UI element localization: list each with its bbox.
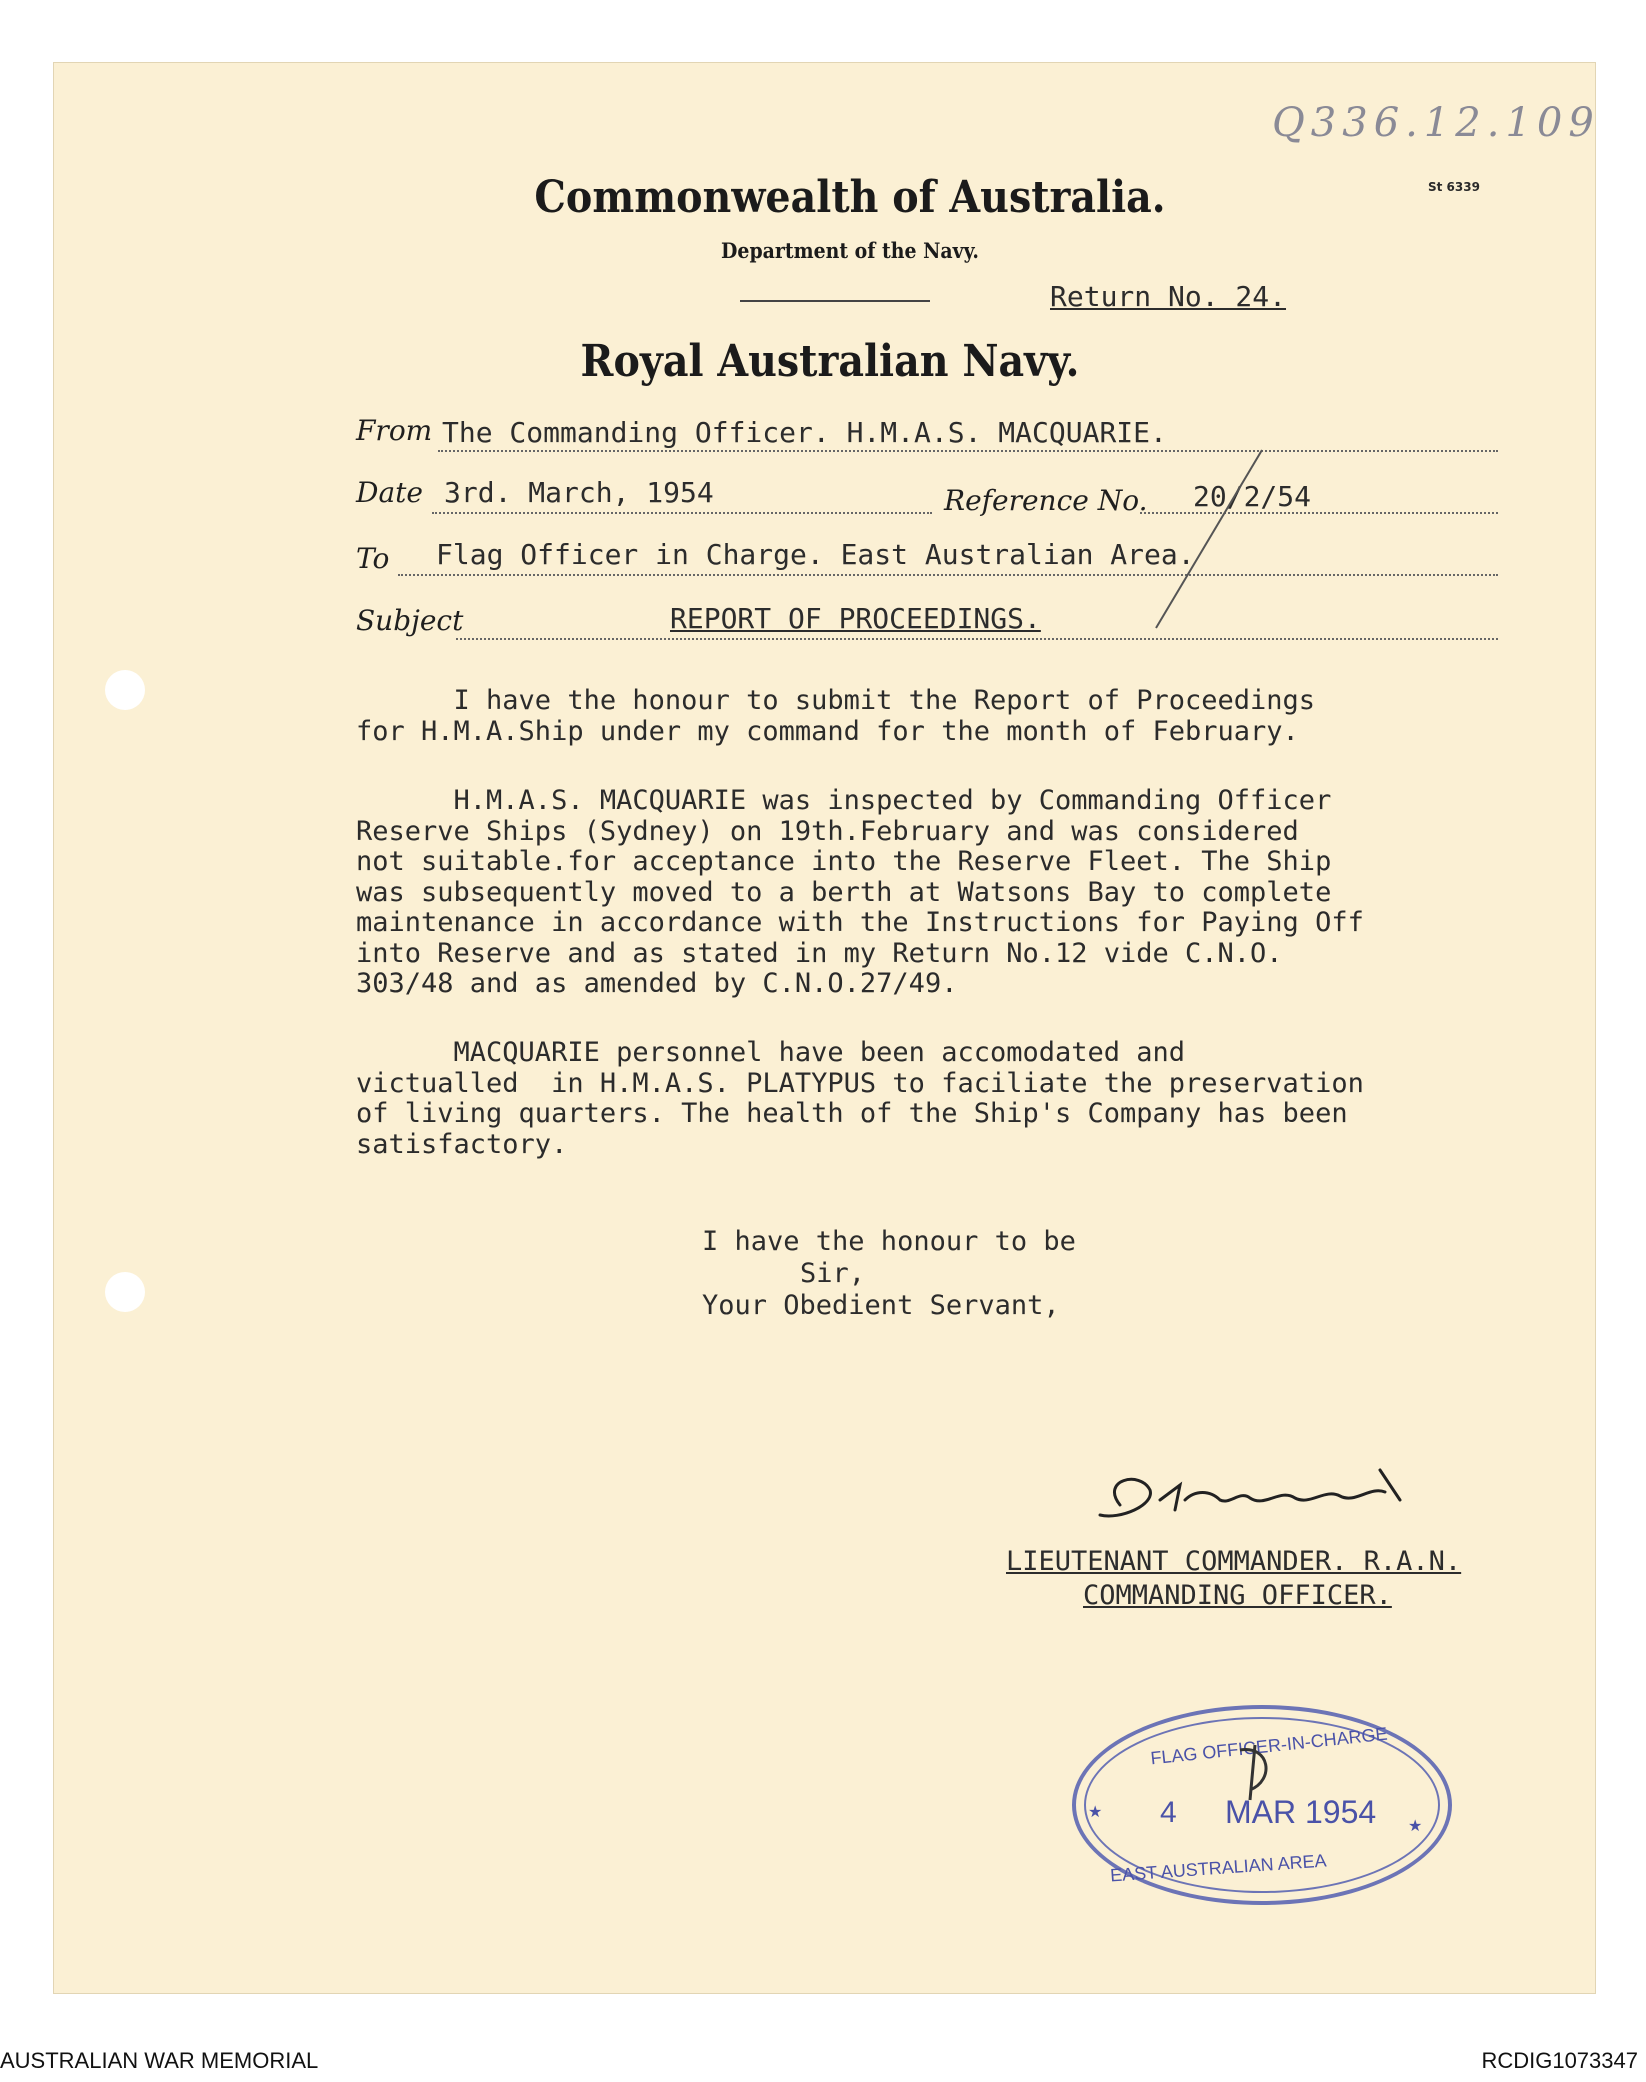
subject-dotline [456, 638, 1498, 640]
to-dotline [398, 574, 1498, 576]
from-value: The Commanding Officer. H.M.A.S. MACQUARIE. [442, 416, 1167, 449]
stamp-bottom-text: EAST AUSTRALIAN AREA [1109, 1850, 1328, 1886]
punch-hole-bottom [105, 1272, 145, 1312]
handwritten-signature [1080, 1460, 1480, 1540]
paragraph-2 [356, 786, 1364, 1000]
punch-hole-top [105, 670, 145, 710]
letterhead-title: Commonwealth of Australia. [534, 172, 1166, 223]
paragraph-2-line: was subsequently moved to a berth at Watsons Bay to complete [356, 876, 1332, 908]
service-title: Royal Australian Navy. [580, 336, 1080, 387]
date-label: Date [356, 476, 423, 509]
archive-reference: Q336.12.109 [1272, 100, 1600, 146]
stamp-initial-mark [1230, 1740, 1290, 1810]
closing-line-3: Your Obedient Servant, [702, 1290, 1060, 1321]
date-dotline [432, 512, 932, 514]
letterhead-rule [740, 300, 930, 302]
from-dotline [438, 450, 1498, 452]
footer-record-id: RCDIG1073347 [1481, 2048, 1638, 2073]
signatory-title: COMMANDING OFFICER. [1083, 1580, 1392, 1611]
signatory-rank: LIEUTENANT COMMANDER. R.A.N. [1006, 1546, 1462, 1577]
to-label: To [356, 542, 390, 575]
paragraph-1-line: I have the honour to submit the Report of Proceedings [356, 685, 1316, 716]
subject-label: Subject [356, 604, 464, 637]
pencil-annotation [1150, 446, 1270, 636]
form-number: St 6339 [1428, 180, 1480, 194]
department-name: Department of the Navy. [721, 238, 979, 263]
paragraph-2-line: 303/48 and as amended by C.N.O.27/49. [356, 968, 958, 999]
reference-label: Reference No. [944, 484, 1148, 517]
stamp-day: 4 [1160, 1796, 1177, 1829]
paragraph-1 [356, 686, 1315, 747]
paragraph-3 [356, 1038, 1364, 1160]
closing-line-2: Sir, [800, 1258, 866, 1289]
paragraph-3-line: MACQUARIE personnel have been accomodated and [356, 1037, 1186, 1068]
stamp-star-left-icon: ★ [1088, 1804, 1103, 1821]
footer-source: AUSTRALIAN WAR MEMORIAL [0, 2048, 319, 2073]
paragraph-2-line: Reserve Ships (Sydney) on 19th.February and was considered [356, 815, 1299, 847]
reference-value: 20/2/54 [1193, 480, 1312, 513]
return-number: Return No. 24. [1050, 280, 1287, 313]
paragraph-3-line: of living quarters. The health of the Ship's Company has been [356, 1098, 1348, 1129]
closing-line-1: I have the honour to be [702, 1226, 1076, 1257]
stamp-month-year: MAR 1954 [1225, 1794, 1377, 1830]
paragraph-2-line: into Reserve and as stated in my Return No.12 vide C.N.O. [356, 937, 1283, 969]
stamp-star-right-icon: ★ [1408, 1818, 1423, 1835]
paragraph-3-line: satisfactory. [356, 1128, 568, 1160]
subject-value: REPORT OF PROCEEDINGS. [670, 602, 1041, 635]
stamp-top-text: FLAG OFFICER-IN-CHARGE [1149, 1723, 1389, 1769]
paragraph-2-line: H.M.A.S. MACQUARIE was inspected by Commanding Officer [356, 785, 1332, 816]
date-value: 3rd. March, 1954 [444, 476, 714, 509]
paragraph-3-line: victualled in H.M.A.S. PLATYPUS to faciliate the preservation [356, 1067, 1364, 1099]
paragraph-2-line: maintenance in accordance with the Instructions for Paying Off [356, 907, 1364, 938]
paragraph-2-line: not suitable.for acceptance into the Reserve Fleet. The Ship [356, 846, 1332, 877]
paragraph-1-line: for H.M.A.Ship under my command for the month of February. [356, 715, 1299, 747]
from-label: From [356, 414, 433, 447]
to-value: Flag Officer in Charge. East Australian Area. [436, 538, 1195, 571]
